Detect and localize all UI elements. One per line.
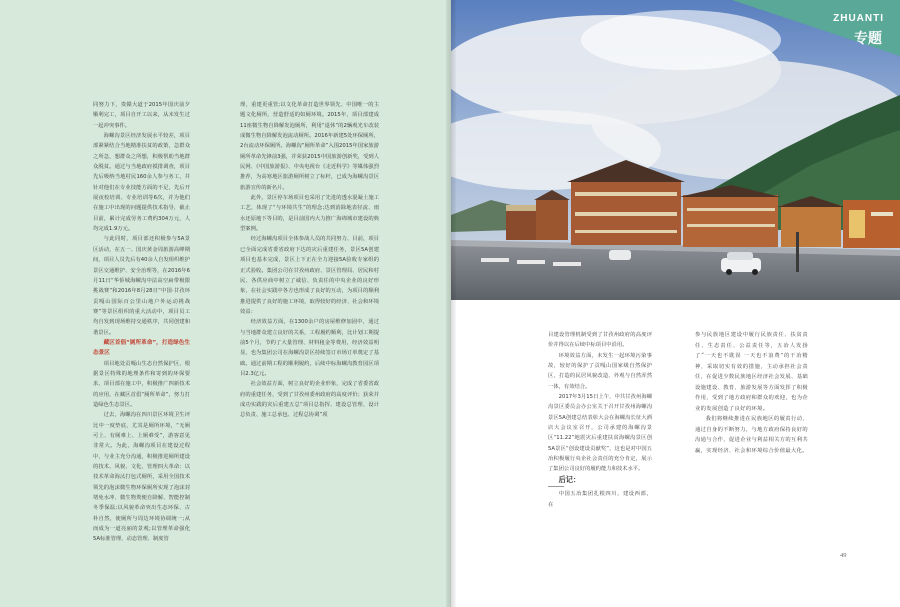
afterword-heading: 后记：: [558, 474, 581, 484]
paragraph: 过去，海螺沟在四川景区环境卫生评比中一度垫底，尤其是厕所环境，“无厕可上、有厕难上、上厕难受”，游客意见非常大。为此，海螺沟项目在建设过程中，与业主充分沟通，积极推进厕所建设的技术、风貌、文化、管理四大革命：以技术革命海汰打包式厕所，采用全国技术领先的泡沫微生物环保厕所实现了泡沫封堵免水冲、微生物粪便自降解、智能控制冬季保温;以风貌革命突出生态环保、古朴自然，使厕所与周边环境协调统一;从而成为一道亮丽的景观;以管理革命强化5A标准管理、动态管理、制度管: [93, 412, 190, 543]
paragraph: 社会效益方面，树立良好的企业形象，完成了省委省政府的重建任务，受到了甘孜州委州政府的高度评价；获荣并成功实践的灾后重建五总“项目总指挥、建设总管理、设计总负责、施工总承包、过程总协调”项: [240, 381, 379, 419]
text-column-3: [548, 330, 652, 510]
text-column-1: [93, 100, 190, 545]
paragraph: 环境效益方面，未发生一起环境污染事故，较好的保护了贡嘎山国家级自然保护区，打造的民居风貌改造、外观与自然浑然一体，有效结合。: [548, 352, 652, 390]
paragraph: 我们将继续推进在民族地区的履责行动，通过自身的不断努力，与地方政府保持良好的沟通与合作，促进企业与利益相关方的互利共赢，实现经济、社会和环境综合价值最大化。: [695, 416, 808, 455]
page-gutter: [446, 0, 456, 607]
paragraph: 参与民族地区建设中履行民族责任、扶贫责任、生态责任、公益责任等，五冶人发扬了“一天也不耽误 一天也不浪费”的干冶精神，采取切实有效的措施，主动承担社会责任，在促进少数民族地区经济社会发展、基础设施建设、教育、旅游发展等方面发挥了积极作用，受到了地方政府和群众的欢迎，也为企业的发展创造了良好的环境。: [695, 332, 808, 412]
header-tab-zh: 专题: [854, 31, 882, 47]
paragraph: 2017年3月15日上午，中共甘孜州海螺沟景区委员会办公室关于召开甘孜州海螺沟景区5A创建总结表彰大会在海螺沟长征大酒店大会议室召开，公司承建的海螺沟景区“11.22”地震灾后重建扶贫海螺沟景区创5A景区“创设建设贡献奖”，这也是对中国五冶积极履行央企社会责任的充分肯定，展示了集团公司良好的履约能力和技术水平。: [548, 394, 652, 473]
text-column-2: [240, 100, 379, 421]
paragraph: 经济效益方面，在1300余户的房屋维修加固中，通过与当地群众建立良好的关系，工程履约顺利，比计划工期提前5个月，节约了大量管理、材料租金等费用，经济效益明显，也为集团公司在海螺沟景区持续签订市场订单奠定了基础。通过前期工程的顺利履约，后续中标海螺沟教育园区项目2.3亿元。: [240, 319, 379, 377]
paragraph: 经过海螺沟项目全体参战人员的共同努力、目前，项目已全面完成省委省政府下达的灾后重建任务，景区5A创建项目也基本完成，景区上下正在全力迎接5A验收专家组的正式验收。集团公司在甘孜州政府、景区管理局、居民和村民、各供应商中树立了诚信、负责任的中央企业的良好形象，在社会实践中各方也形成了良好的互动，为项目的顺利推进提供了良好的施工环境，取得较好的经济、社会和环境效益：: [240, 236, 379, 315]
afterword-underline: [548, 486, 564, 487]
paragraph: 项目地处贡嘎山生态自然保护区，根据景区特殊的地理条件和寄到的环保要求，项目部在施工中，积极推广四新技术的应用，在藏区首倡“厕所革命”，努力打造绿色生态景区。: [93, 360, 190, 408]
paragraph: 中国五冶集团扎根四川，建设西部，在: [548, 491, 652, 508]
section-subheading: 藏区首倡“厕所革命”，打造绿色生态景区: [93, 339, 190, 357]
paragraph: 理，重建更重管;以文化革命打造世界领先、中国唯一的主题文化厕所，营造舒适的如厕环境。2015年，项目部建成11座微生物自降解发泡厕所，利用“退休”的2辆观光车改装成微生物自降解发泡流动厕所。2016年新建5处环保厕所，2台流动环保厕所。海螺沟“厕所革命”入围2015年国家旅游厕所革命先锋前3强，并荣获2015中国旅游创新奖，受到人民网、《中国旅游报》、中央电视台《走近科学》等媒体强烈推荐，为高寒地区旅游厕所树立了标杆，已成为海螺沟景区旅游宣传的新名片。: [240, 102, 379, 191]
paragraph: 与此同时，项目部还积极参与5A景区活动，在五一、国庆黄金周旅游高峰期间，项目人员先后有40余人自发组织维护景区交通维护、安全治理等，在2016年6月11日“华侨城海螺沟中法高空扁带极限挑战赛”和2016年8月28日“中国·甘孜环贡嘎山国际百公里山地户外运动挑战赛”等景区组织的重大活动中，项目员工均自发到现场维持交通秩序，共同创建和谐景区。: [93, 236, 190, 336]
page-number: 49: [840, 552, 847, 559]
zhuanti-header-tab: [732, 0, 900, 56]
header-tab-en: ZHUANTI: [833, 13, 884, 24]
paragraph: 同努力下，贵赣大道于2015年国庆前夕顺利完工，项目自开工以来，从未发生过一起冲突事件。: [93, 102, 190, 129]
paragraph: 海螺沟景区经济发展水平较差，项目部紧紧结合当地精准扶贫的政策，急群众之所急，想群众之所想，积极帮助当地群众脱贫。通过与当地政府摸排调查，项目先后吸纳当地村民160余人参与务工，并针对他们在专业技能方面的不足，先后开展夜校培训、专业培训等6次，并为他们在施工中出现的问题提供技术指导，截止目前，累计完成劳务工费约304万元，人均完成1.9万元。: [93, 133, 190, 233]
text-column-4: [695, 330, 808, 457]
paragraph: 目建设管理机制受到了甘孜州政府的高度评价并得以在后续中标项目中沿用。: [548, 332, 652, 349]
paragraph: 此外，景区停车场项目也采用了先进的透水混凝土施工工艺，体现了“与环境共生”的理念;达到消除地表径流、雨水还原地下等目的，是目前国内大力推广海绵城市建设的典型案例。: [240, 195, 379, 233]
